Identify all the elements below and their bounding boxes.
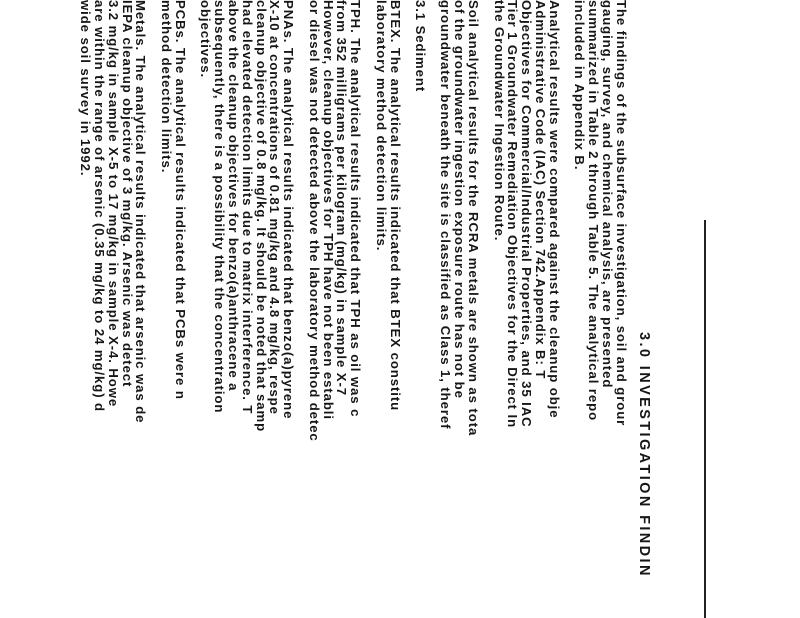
text-line: had elevated detection limits due to matrix interference. T <box>239 0 255 415</box>
text-line: BTEX. The analytical results indicated that BTEX constitu <box>387 0 403 412</box>
text-line: groundwater beneath the site is classified as Class 1, theref <box>438 0 454 430</box>
text-line: PCBs. The analytical results indicated that PCBs were n <box>172 0 188 400</box>
text-line: PNAs. The analytical results indicated that benzo(a)pyrene <box>281 0 297 420</box>
header-rule <box>704 220 706 618</box>
text-line: Soil analytical results for the RCRA metals are shown as tota <box>466 0 482 437</box>
text-line: laboratory method detection limits. <box>373 0 389 252</box>
text-line: from 352 milligrams per kilogram (mg/kg) in sample X-7 <box>334 0 350 396</box>
text-line: gauging, survey, and chemical analysis, are presented <box>600 0 616 389</box>
text-line: Metals. The analytical results indicated that arsenic was de <box>133 0 149 424</box>
text-line: included in Appendix B. <box>572 0 588 171</box>
text-line: wide soil survey in 1992. <box>78 0 93 177</box>
text-line: the Groundwater Ingestion Route. <box>491 0 507 242</box>
text-line: or diesel was not detected above the laboratory method detec <box>306 0 322 442</box>
rotated-page-content <box>78 0 680 618</box>
text-line: Administrative Code (IAC) Section 742.Appendix B: T <box>533 0 549 380</box>
text-line: Tier 1 Groundwater Remediation Objectives for the Direct In <box>505 0 521 429</box>
text-line: IEPA cleanup objective of 3 mg/kg. Arsenic was detect <box>119 0 135 388</box>
section-heading: 3.0 INVESTIGATION FINDIN <box>636 332 652 578</box>
text-line: cleanup objective of 0.8 mg/kg. It should be noted that samp <box>253 0 269 433</box>
text-line: objectives. <box>198 0 214 79</box>
text-line: 3.1 Sediment <box>413 0 428 93</box>
text-line: are within the range of arsenic (0.35 mg/kg to 24 mg/kg) d <box>91 0 107 413</box>
text-line: 3.2 mg/kg in sample X-5 to 17 mg/kg in sample X-4. Howe <box>105 0 121 408</box>
text-line: above the cleanup objectives for benzo(a)anthracene a <box>225 0 241 392</box>
text-line: TPH. The analytical results indicated that TPH as oil was c <box>348 0 364 418</box>
text-line: The findings of the subsurface investigation, soil and grour <box>614 0 629 427</box>
text-line: X-10 at concentrations of 0.81 mg/kg and 4.8 mg/kg, respe <box>267 0 283 415</box>
text-line: summarized in Table 2 through Table 5. The analytical repo <box>586 0 602 422</box>
text-line: However, cleanup objectives for TPH have not been establi <box>320 0 336 420</box>
text-line: Objectives for Commercial/Industrial Properties, and 35 IAC <box>519 0 535 428</box>
text-line: Analytical results were compared against the cleanup obje <box>547 0 562 419</box>
text-line: of the groundwater ingestion exposure route has not be <box>452 0 468 399</box>
text-line: subsequently, there is a possibility that the concentration <box>212 0 227 414</box>
text-line: method detection limits. <box>158 0 174 174</box>
